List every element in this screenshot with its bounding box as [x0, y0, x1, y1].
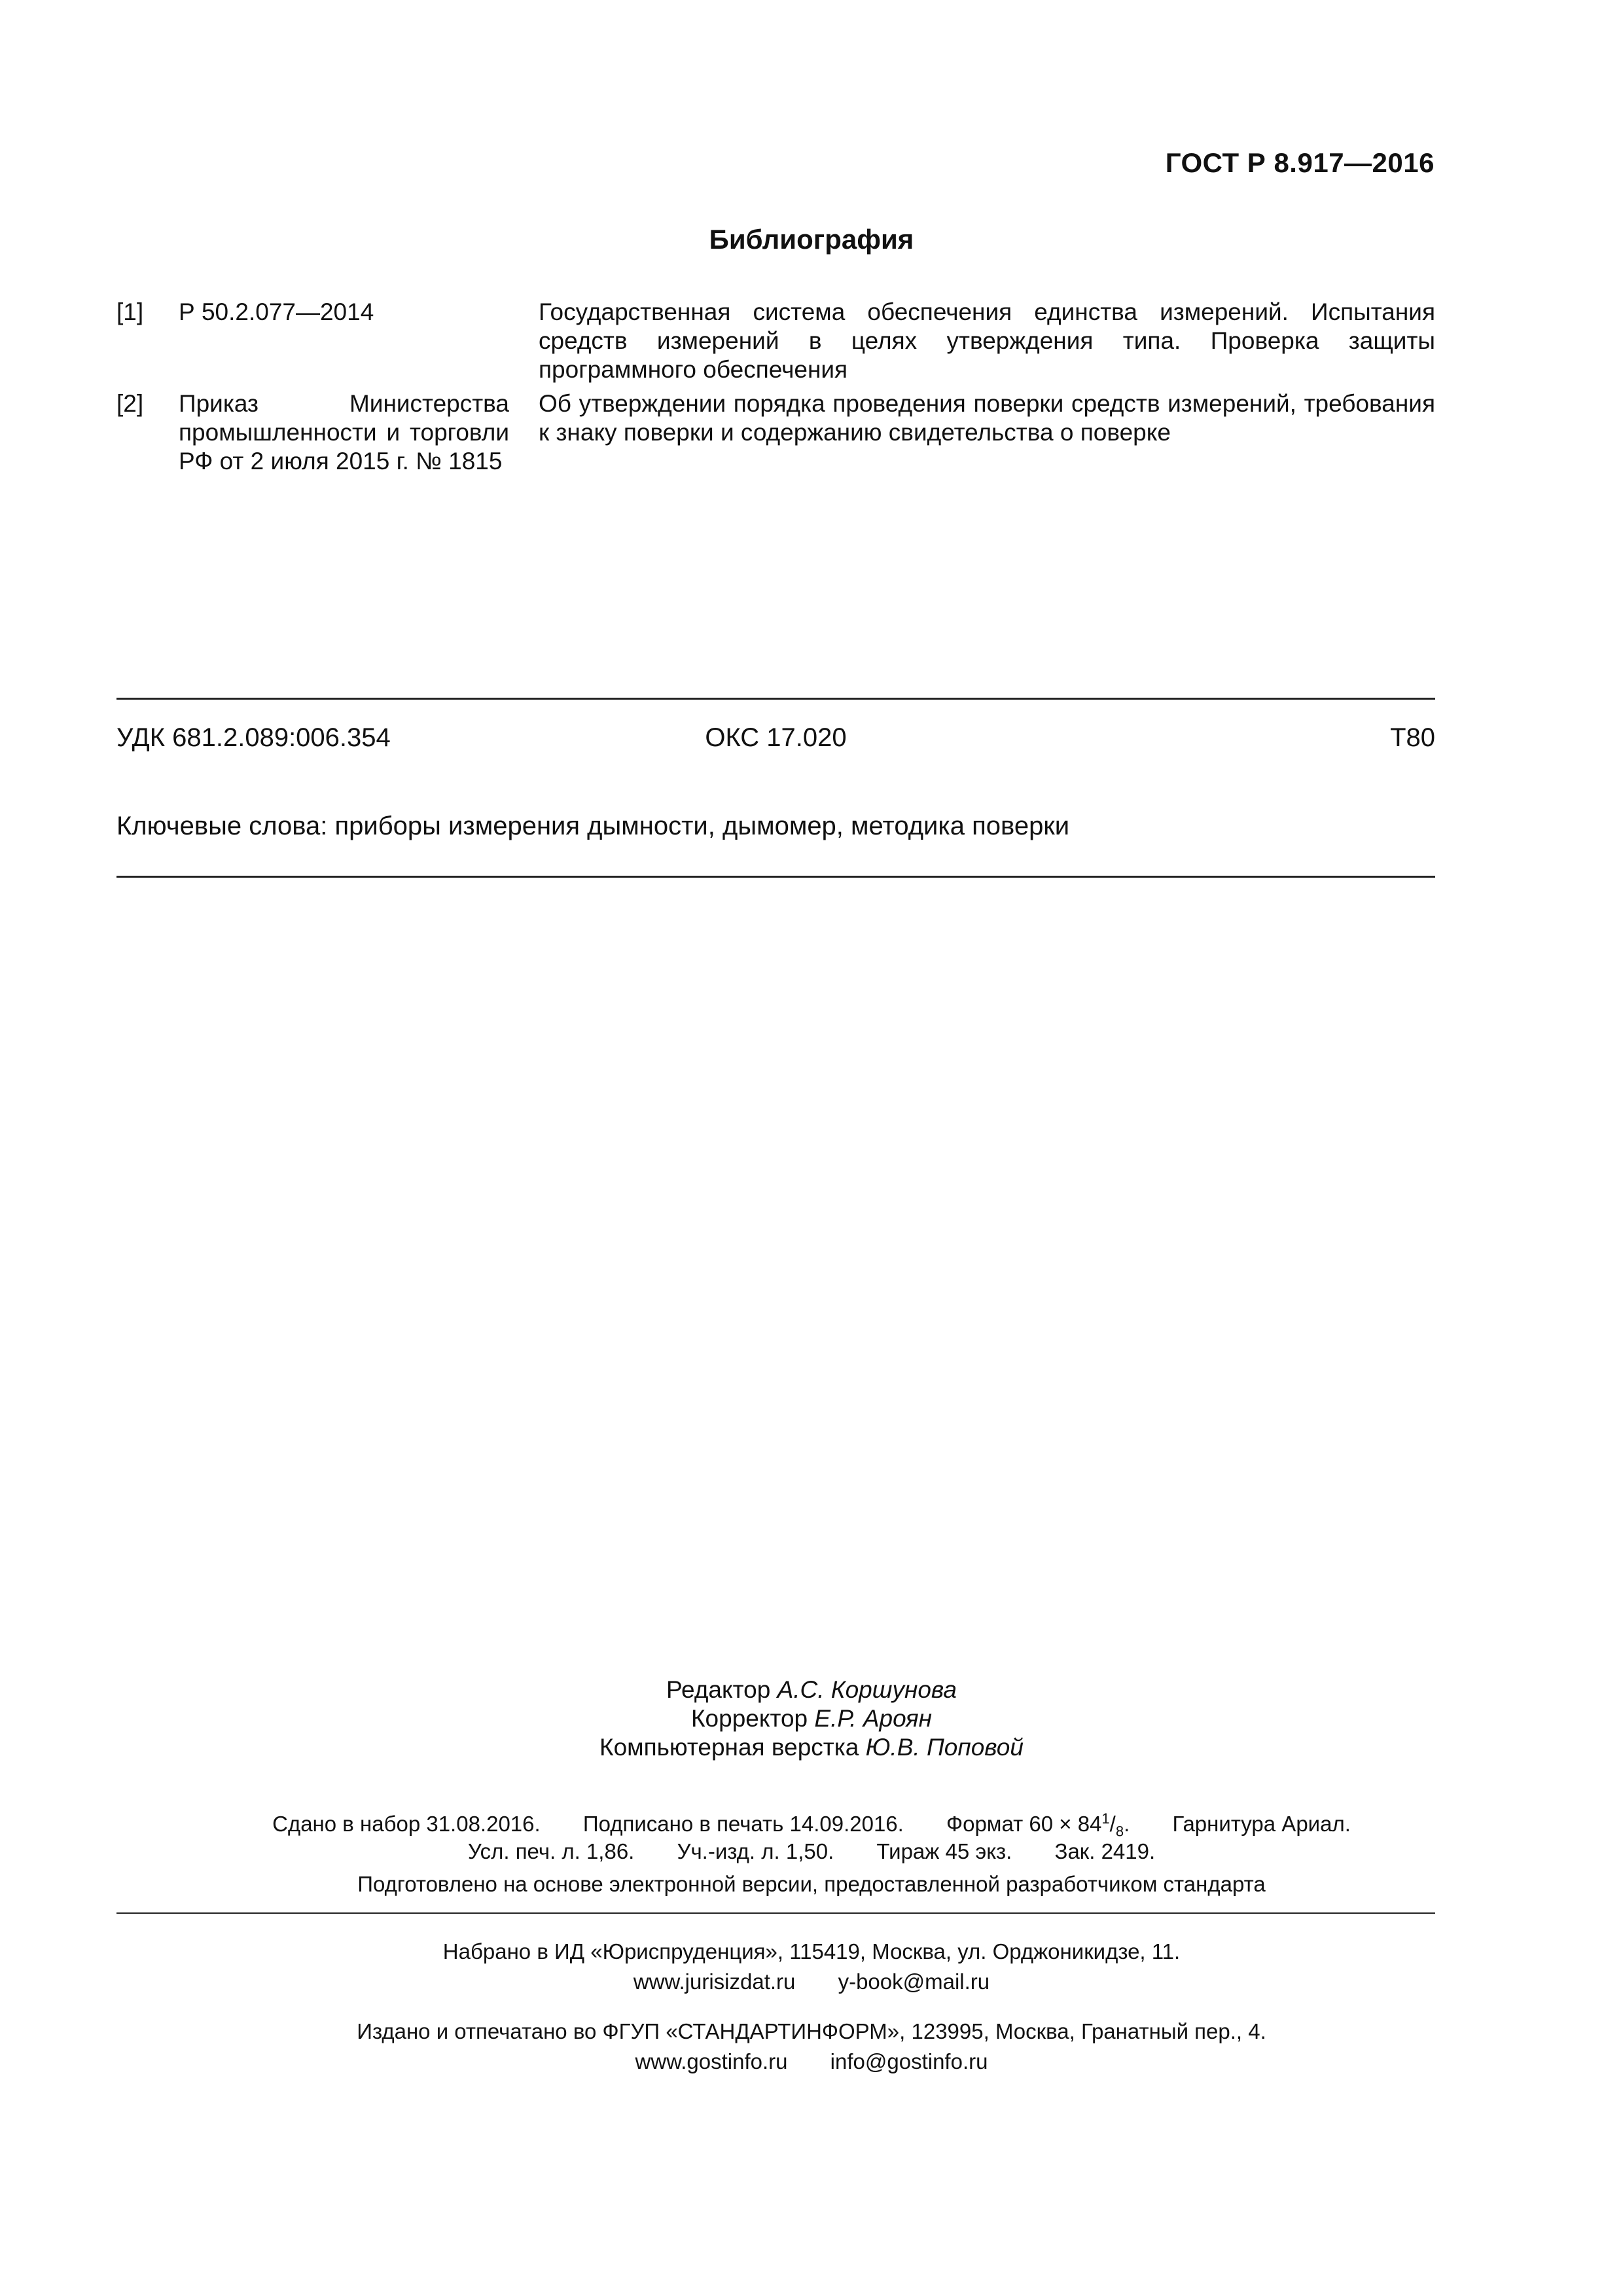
imprint-line-2 [0, 1836, 1623, 1867]
publication-sheets: Уч.-изд. л. 1,50. [677, 1839, 834, 1863]
bibliography-entry [116, 298, 1435, 389]
published-contacts [0, 2046, 1623, 2077]
corrector-line [0, 1704, 1623, 1733]
bibliography-entry-source: Р 50.2.077—2014 [179, 298, 374, 325]
submitted-date: Сдано в набор 31.08.2016. [272, 1812, 541, 1836]
bibliography-entry-description: Об утверждении порядка проведения поверки средств измерений, требования к знаку поверки и содержанию свидетельства о поверке [539, 390, 1435, 446]
typeset-line: Набрано в ИД «Юриспруденция», 115419, Москва, ул. Орджоникидзе, 11. [442, 1939, 1181, 1964]
typeface: Гарнитура Ариал. [1172, 1812, 1351, 1836]
document-code: ГОСТ Р 8.917—2016 [1165, 147, 1435, 178]
t-code: Т80 [1390, 723, 1435, 752]
signed-date: Подписано в печать 14.09.2016. [582, 1812, 904, 1836]
oks-code: ОКС 17.020 [705, 723, 847, 752]
keywords-divider [116, 876, 1435, 878]
layout-label: Компьютерная верстка [599, 1734, 859, 1761]
keywords: Ключевые слова: приборы измерения дымности, дымомер, методика поверки [116, 812, 1070, 840]
order-number: Зак. 2419. [1054, 1839, 1156, 1863]
print-format: Формат $60 \times 84^1/_8$. [946, 1810, 1130, 1840]
print-sheets: Усл. печ. л. 1,86. [467, 1839, 635, 1863]
typeset-email: y-book@mail.ru [838, 1969, 990, 1994]
bibliography-entry-source: Приказ Министерства промышленности и торговли РФ от 2 июля 2015 г. № 1815 [179, 390, 509, 475]
published-email: info@gostinfo.ru [830, 2049, 988, 2073]
bibliography-entry-description: Государственная система обеспечения единства измерений. Испытания средств измерений в целях утверждения типа. Проверка защиты программного обеспечения [539, 298, 1435, 383]
bibliography-entry-number: [2] [116, 390, 144, 417]
typeset-contacts [0, 1966, 1623, 1997]
editor-line [0, 1676, 1623, 1704]
layout-name: Ю.В. Поповой [865, 1734, 1024, 1761]
editor-label: Редактор [666, 1676, 771, 1703]
published-website: www.gostinfo.ru [635, 2049, 788, 2073]
typeset-website: www.jurisizdat.ru [633, 1969, 796, 1994]
udk-code: УДК 681.2.089:006.354 [116, 723, 391, 752]
bibliography-entry [116, 389, 1435, 481]
published-line: Издано и отпечатано во ФГУП «СТАНДАРТИНФОРМ», 123995, Москва, Гранатный пер., 4. [357, 2019, 1266, 2043]
bibliography-entry-number: [1] [116, 298, 144, 325]
bibliography-title: Библиография [709, 224, 914, 255]
top-divider [116, 698, 1435, 700]
layout-line [0, 1733, 1623, 1762]
prepared-note: Подготовлено на основе электронной версии, предоставленной разработчиком стандарта [357, 1872, 1266, 1896]
corrector-label: Корректор [690, 1705, 808, 1732]
imprint-divider [116, 1912, 1435, 1914]
corrector-name: Е.Р. Ароян [814, 1705, 933, 1732]
editor-name: А.С. Коршунова [777, 1676, 957, 1703]
circulation: Тираж 45 экз. [876, 1839, 1012, 1863]
